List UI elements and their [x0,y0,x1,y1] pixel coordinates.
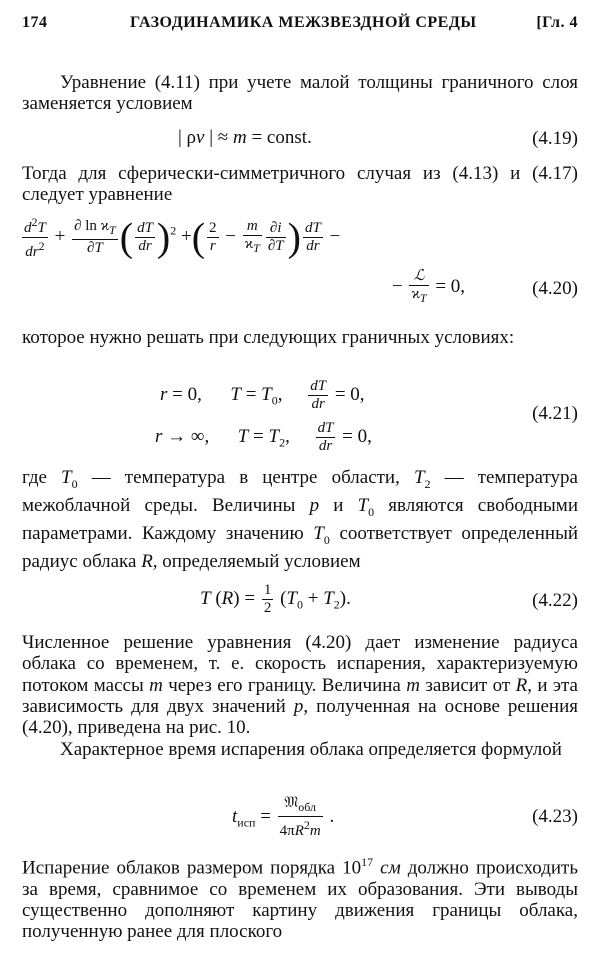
chapter-marker: [Гл. 4 [536,14,578,31]
equation-number: (4.22) [532,590,578,611]
page-number: 174 [22,14,48,31]
equation-number: (4.20) [532,278,578,299]
equation-4-21-line2: r → ∞, $T = T_2$, $\frac{dT}{dr}$ = 0, [155,420,372,454]
paragraph-5: Численное решение уравнения (4.20) дает изменение радиуса облака со временем, т. е. скорость испарения, характеризуемую потоком массы m через его границу. Величина m зависит от R, и эта зависимость для двух значений p, полученная на основе решения (4.20), приведена на рис. 10. [22,632,579,739]
paragraph-7: Испарение облаков размером порядка $10^{17}$ см должно происходить за время, сравнимое со временем их образования. Эти выводы существенно дополняют картину движения границы облака, полученную ранее для плоского [22,855,579,943]
paragraph-2: Тогда для сферически-симметричного случая из (4.13) и (4.17) следует уравнение [22,163,578,206]
equation-4-19: | ρv | ≈ m = const. [178,127,312,148]
paragraph-1: Уравнение (4.11) при учете малой толщины граничного слоя заменяется условием [22,72,578,115]
equation-4-20-line2: − $\frac{\text{ℒ}}{ϰ_T}$ = 0, [392,268,466,305]
equation-4-22: T (R) = $\frac{1}{2}$ $(T_0 + T_2)$. [200,582,351,616]
paragraph-4: где $T_0$ — температура в центре области, $T_2$ — температура межоблачной среды. Величины p и $T_0$ являются свободными параметрами. Каждому значению $T_0$ соответствует определенный радиус облака R, определяемый условием [22,467,579,573]
paragraph-3: которое нужно решать при следующих граничных условиях: [22,327,515,348]
equation-number: (4.19) [532,128,578,149]
equation-number: (4.23) [532,806,578,827]
equation-4-20-line1: $\frac{d^2T}{dr^2}$ + $\frac{\partial \ln ϰ_T}{\partial T}$ ( $\frac{dT}{dr}$ )$^2$ +( $\frac{2}{r}$ − $\frac{m}{ϰ_T}$ $\frac{\partial i}{\partial T}$ ) $\frac{dT}{dr}$ − [24,214,341,260]
running-title: ГАЗОДИНАМИКА МЕЖЗВЕЗДНОЙ СРЕДЫ [130,14,477,31]
equation-4-21-line1: r = 0, $T = T_0$, $\frac{dT}{dr}$ = 0, [160,378,365,412]
running-header [22,14,578,36]
paragraph-6: Характерное время испарения облака определяется формулой [60,739,562,760]
equation-number: (4.21) [532,403,578,424]
equation-4-23: $t_{исп}$ = $\frac{𝔐_{обл}}{4\pi R^2m}$ . [232,795,335,839]
